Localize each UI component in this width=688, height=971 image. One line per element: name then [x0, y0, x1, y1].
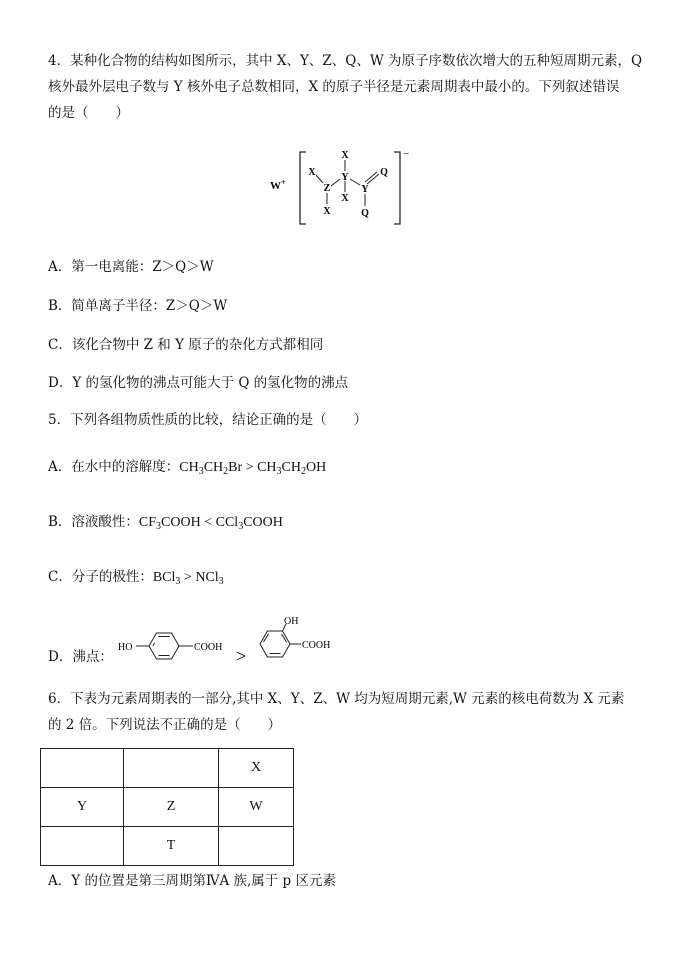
table-cell: W — [219, 788, 294, 827]
table-cell — [41, 827, 124, 866]
anion-charge: − — [403, 148, 410, 160]
q5-a-prefix: A．在水中的溶解度： — [48, 459, 180, 475]
q4-stem-line-3: 的是（ ） — [48, 105, 129, 121]
table-row — [41, 749, 294, 788]
q5-d-cooh-label-para: COOH — [194, 642, 223, 653]
q4-stem-line-1: 4．某种化合物的结构如图所示，其中 X、Y、Z、Q、W 为原子序数依次增大的五种短周期元素，Q — [48, 53, 643, 69]
q5-option-a — [48, 458, 326, 477]
atom-x-mid: X — [341, 193, 349, 204]
periodic-table-fragment — [40, 748, 294, 866]
q5-a-formula: $CH_3CH_2Br > CH_3CH_2OH$ — [179, 460, 327, 477]
q6-stem-line-1: 6．下表为元素周期表的一部分,其中 X、Y、Z、W 均为短周期元素,W 元素的核电荷数为 X 元素 — [48, 691, 625, 707]
q5-d-ho-label: HO — [118, 642, 133, 653]
q5-a-compare: > — [242, 460, 258, 475]
q5-option-c — [48, 568, 224, 587]
cation-w: W+ — [270, 178, 286, 192]
table-row — [41, 827, 294, 866]
q5-b-formula: $CF_3COOH$ < CCl$_3$COOH — [138, 515, 283, 532]
q4-stem-line-2: 核外最外层电子数与 Y 核外电子总数相同，X 的原子半径是元素周期表中最小的。下列叙述错误 — [48, 79, 620, 95]
q5-b-prefix: B．溶液酸性： — [48, 514, 139, 530]
table-cell — [219, 827, 294, 866]
right-bracket — [394, 152, 400, 224]
q4-structure-figure — [268, 148, 428, 228]
table-row — [41, 788, 294, 827]
atom-q-bottom: Q — [361, 208, 369, 219]
q5-c-compare: > — [180, 570, 196, 585]
atom-x-bottom: X — [323, 206, 331, 217]
left-bracket — [300, 152, 306, 224]
q5-option-b — [48, 513, 283, 532]
atom-y-right: Y — [361, 184, 369, 195]
q4-option-c: C．该化合物中 Z 和 Y 原子的杂化方式都相同 — [48, 337, 324, 353]
atom-y-center: Y — [341, 172, 349, 183]
atom-q-top: Q — [380, 167, 388, 178]
atom-z: Z — [323, 183, 331, 194]
q5-b-compare: < — [200, 515, 216, 530]
q4-option-d: D．Y 的氢化物的沸点可能大于 Q 的氢化物的沸点 — [48, 375, 349, 391]
q5-c-prefix: C．分子的极性： — [48, 569, 153, 585]
table-cell — [124, 749, 219, 788]
q6-option-a: A．Y 的位置是第三周期第ⅣA 族,属于 p 区元素 — [48, 873, 336, 889]
table-cell: T — [124, 827, 219, 866]
q5-c-formula: BCl$_3$ > NCl$_3$ — [152, 570, 224, 587]
q5-d-structures — [115, 614, 345, 672]
q5-stem: 5．下列各组物质性质的比较，结论正确的是（ ） — [48, 412, 368, 428]
q5-d-oh-label: OH — [284, 616, 299, 627]
atom-x-left: X — [308, 167, 316, 178]
q5-d-compare: > — [236, 646, 247, 666]
q5-d-cooh-label-ortho: COOH — [302, 640, 331, 651]
table-cell: Y — [41, 788, 124, 827]
table-cell: Z — [124, 788, 219, 827]
table-cell — [41, 749, 124, 788]
table-cell: X — [219, 749, 294, 788]
q4-option-b: B．简单离子半径：Z＞Q＞W — [48, 298, 228, 314]
atom-x-top: X — [341, 150, 349, 161]
q4-option-a: A．第一电离能：Z＞Q＞W — [48, 259, 214, 275]
q6-stem-line-2: 的 2 倍。下列说法不正确的是（ ） — [48, 717, 282, 733]
q5-option-d-prefix: D．沸点： — [48, 649, 113, 665]
